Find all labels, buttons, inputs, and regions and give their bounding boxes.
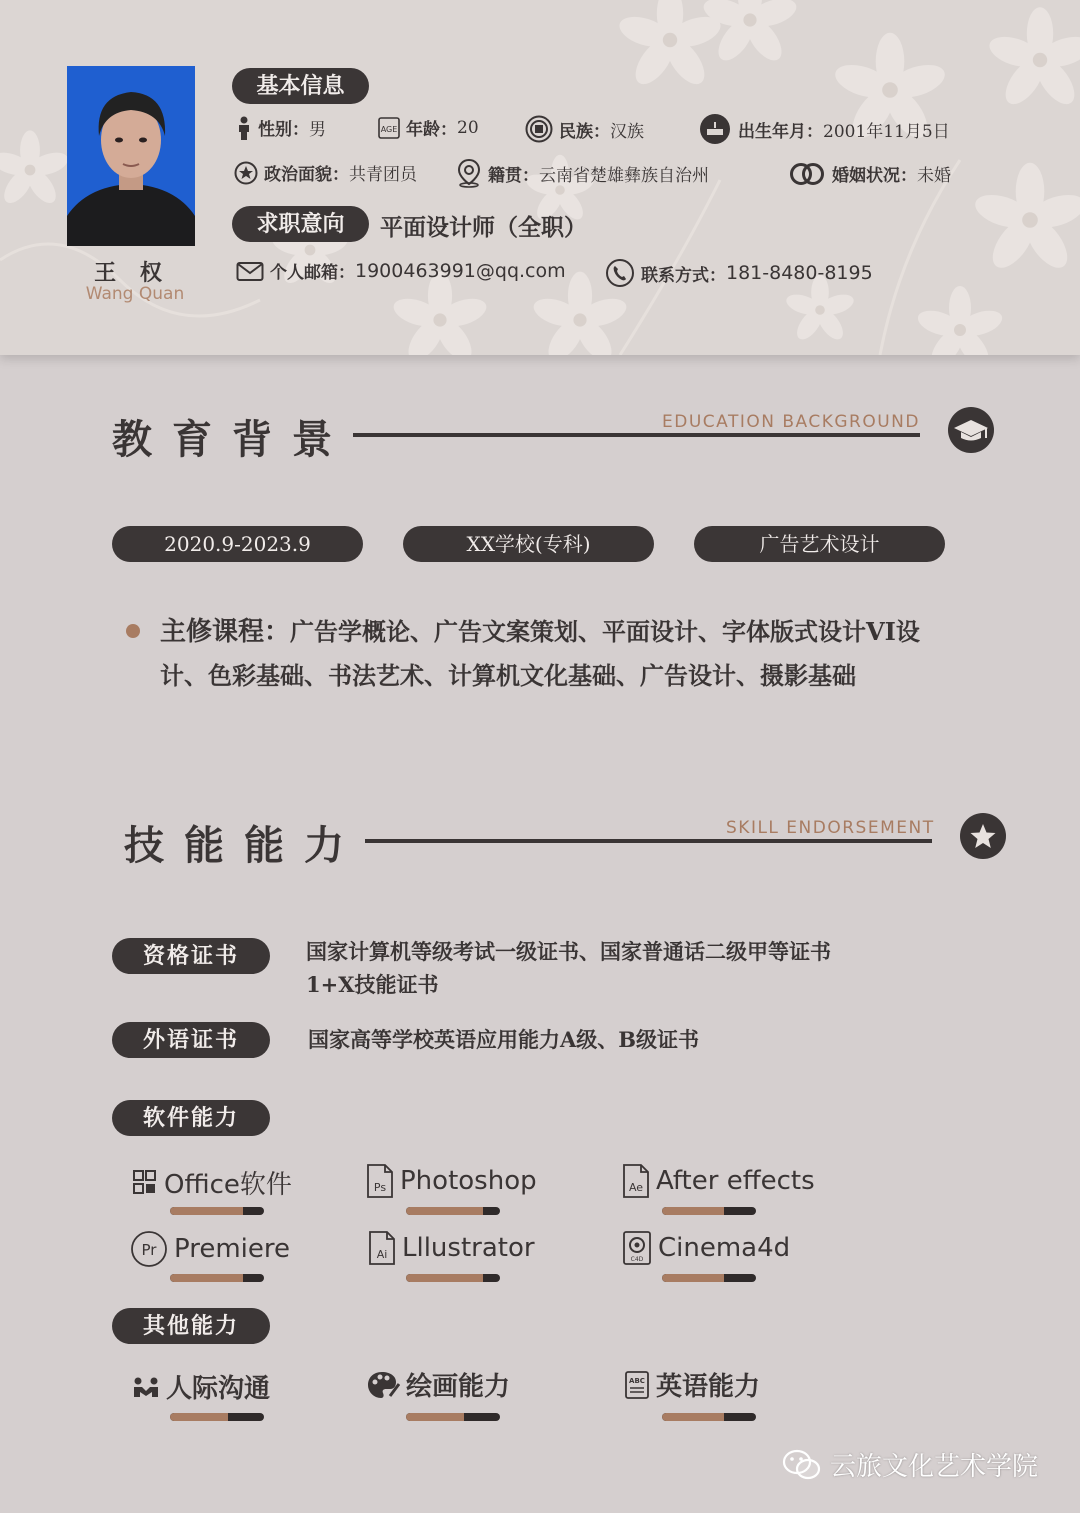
qualification-text-line-1: 国家计算机等级考试一级证书、国家普通话二级甲等证书 (306, 939, 831, 964)
gender-label: 性别： (258, 120, 309, 140)
palette-icon (366, 1370, 400, 1400)
email-value: 1900463991@qq.com (355, 259, 566, 282)
skill-level-bar-english (662, 1413, 756, 1421)
candidate-name-english: Wang Quan (85, 284, 185, 304)
software-item-photoshop (366, 1163, 537, 1199)
ability-name: 绘画能力 (406, 1372, 511, 1402)
skill-level-bar-premiere (170, 1274, 264, 1282)
premiere-icon (130, 1230, 168, 1268)
education-divider (353, 433, 920, 437)
header (0, 0, 1080, 355)
person-icon (236, 116, 252, 140)
skill-level-bar-illustrator (406, 1274, 500, 1282)
basic-info-heading: 基本信息 (232, 68, 369, 104)
skills-title-english: SKILL ENDORSEMENT (726, 818, 935, 838)
education-title: 教育背景 (112, 416, 352, 463)
job-intention-value: 平面设计师（全职） (380, 214, 587, 241)
skill-level-bar-drawing (406, 1413, 500, 1421)
education-major-tag: 广告艺术设计 (694, 526, 945, 562)
birth-value: 2001年11月5日 (823, 121, 950, 142)
language-heading: 外语证书 (112, 1022, 270, 1058)
other-abilities-heading: 其他能力 (112, 1308, 270, 1344)
skills-divider (365, 839, 932, 843)
main-courses (160, 610, 930, 698)
skill-level-bar-photoshop (406, 1207, 500, 1215)
wechat-icon (782, 1448, 822, 1482)
ability-name: 人际沟通 (166, 1374, 271, 1404)
birth-label: 出生年月： (738, 121, 823, 142)
ability-item-communication (132, 1368, 270, 1405)
software-item-cinema4d (622, 1230, 790, 1266)
graduation-cap-icon (948, 407, 994, 453)
course-list: 广告学概论、广告文案策划、平面设计、字体版式设计VI设计、色彩基础、书法艺术、计算机文化基础、广告设计、摄影基础 (160, 617, 920, 690)
gender-field (236, 115, 326, 140)
software-item-premiere (130, 1230, 290, 1268)
phone-icon (605, 258, 635, 288)
software-heading: 软件能力 (112, 1100, 270, 1136)
course-bullet (126, 624, 140, 638)
skill-level-bar-communication (170, 1413, 264, 1421)
native-place-value: 云南省楚雄彝族自治州 (539, 165, 709, 186)
ability-item-english (624, 1366, 760, 1403)
rings-icon (788, 160, 826, 186)
software-item-office (132, 1164, 292, 1201)
software-name: Photoshop (400, 1166, 537, 1196)
illustrator-icon (368, 1230, 396, 1266)
svg-text:Ai: Ai (376, 1248, 388, 1261)
politics-value: 共青团员 (349, 165, 417, 185)
politics-label: 政治面貌： (264, 165, 349, 185)
star-badge-icon (960, 813, 1006, 859)
education-period-tag: 2020.9-2023.9 (112, 526, 363, 562)
star-badge-icon (234, 161, 258, 185)
education-school-tag: XX学校(专科) (403, 526, 654, 562)
candidate-name: 王 权 (94, 260, 170, 286)
education-title-english: EDUCATION BACKGROUND (662, 412, 920, 432)
office-icon (132, 1169, 158, 1197)
watermark (782, 1446, 1038, 1483)
svg-text:AGE: AGE (380, 124, 398, 134)
email-icon (236, 260, 264, 282)
ethnicity-field (525, 115, 644, 143)
phone-field (605, 258, 873, 288)
birthday-cake-icon (698, 113, 732, 145)
profile-photo (67, 66, 195, 246)
skill-level-bar-after-effects (662, 1207, 756, 1215)
skill-level-bar-cinema4d (662, 1274, 756, 1282)
software-name: After effects (656, 1166, 815, 1196)
phone-value: 181-8480-8195 (726, 262, 873, 284)
svg-text:C4D: C4D (630, 1256, 644, 1263)
software-item-illustrator (368, 1230, 535, 1266)
software-name: Cinema4d (658, 1233, 791, 1263)
phone-label: 联系方式： (641, 265, 726, 286)
communication-icon (132, 1375, 160, 1399)
after-effects-icon (622, 1163, 650, 1199)
svg-text:Pr: Pr (141, 1241, 157, 1259)
language-text: 国家高等学校英语应用能力A级、B级证书 (308, 1027, 700, 1052)
politics-field (234, 160, 417, 185)
svg-text:Ps: Ps (373, 1181, 387, 1194)
marital-field (788, 160, 951, 186)
email-label: 个人邮箱： (270, 263, 355, 283)
ability-item-drawing (366, 1366, 510, 1403)
course-label: 主修课程： (160, 617, 291, 647)
qualification-text-line-2: 1+X技能证书 (306, 972, 439, 997)
ethnicity-label: 民族： (559, 121, 610, 142)
software-name: Office软件 (164, 1170, 292, 1200)
marital-value: 未婚 (917, 165, 951, 186)
marital-label: 婚姻状况： (832, 165, 917, 186)
skill-level-bar-office (170, 1207, 264, 1215)
gender-value: 男 (309, 120, 326, 140)
software-name: Premiere (174, 1234, 290, 1264)
birth-field (698, 113, 950, 145)
software-name: Lllustrator (402, 1233, 535, 1263)
english-book-icon (624, 1370, 650, 1400)
age-value: 20 (457, 117, 479, 138)
ethnicity-emblem-icon (525, 115, 553, 143)
email-field (236, 258, 566, 283)
native-place-field (456, 158, 709, 188)
skills-title: 技能能力 (124, 822, 364, 869)
age-label: 年龄： (406, 120, 457, 140)
age-field (378, 115, 479, 140)
photoshop-icon (366, 1163, 394, 1199)
age-icon (378, 117, 400, 139)
ethnicity-value: 汉族 (610, 121, 644, 142)
native-place-label: 籍贯： (488, 165, 539, 186)
qualification-heading: 资格证书 (112, 938, 270, 974)
svg-text:ABC: ABC (629, 1376, 645, 1385)
software-item-after-effects (622, 1163, 815, 1199)
svg-text:Ae: Ae (628, 1181, 644, 1194)
cinema4d-icon (622, 1230, 652, 1266)
location-pin-icon (456, 158, 482, 188)
watermark-text: 云旅文化艺术学院 (830, 1452, 1039, 1482)
ability-name: 英语能力 (656, 1372, 761, 1402)
job-intention-heading: 求职意向 (232, 206, 369, 242)
